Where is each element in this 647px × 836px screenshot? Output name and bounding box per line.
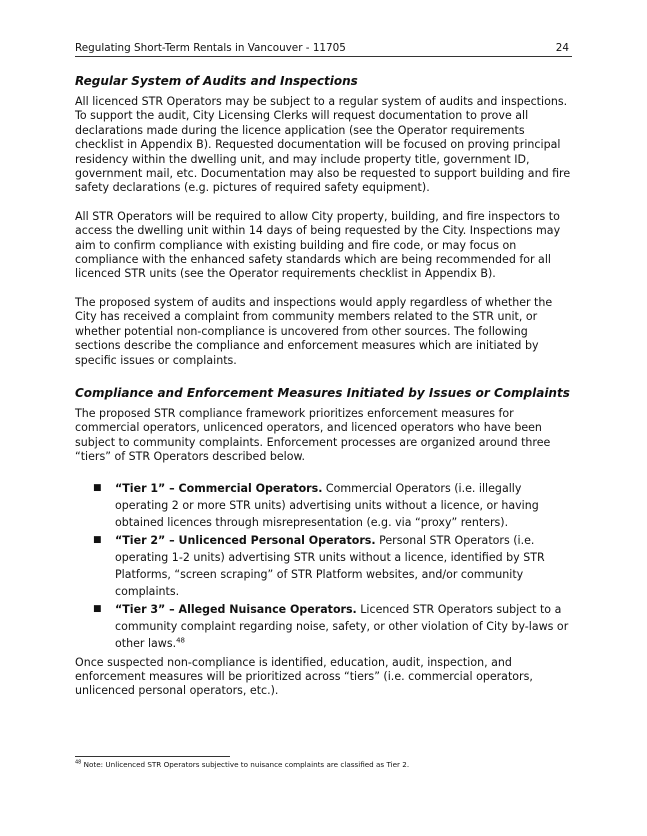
footnote-divider bbox=[75, 756, 230, 757]
paragraph-framework: The proposed STR compliance framework prioritizes enforcement measures for commercial operators, unlicenced operators, and licenced operators who have been subject to community complaints. Enforcement processes are organized around three “tiers” of STR Operators described below. bbox=[75, 406, 551, 464]
page-number: 24 bbox=[555, 42, 569, 54]
section-heading-audits: Regular System of Audits and Inspections bbox=[75, 74, 358, 88]
page-content bbox=[75, 72, 575, 699]
footnote-number: 48 bbox=[75, 759, 82, 766]
list-item-tier-3 bbox=[93, 601, 575, 652]
section-heading-compliance: Compliance and Enforcement Measures Initiated by Issues or Complaints bbox=[75, 385, 570, 400]
tier-3-text: Licenced STR Operators subject to a community complaint regarding noise, safety, or other violation of City by-laws or other laws. bbox=[115, 602, 569, 650]
list-item-tier-1 bbox=[93, 480, 575, 531]
tier-2-text: Personal STR Operators (i.e. operating 1-2 units) advertising STR units without a licence, identified by STR Platforms, “screen scraping” of STR Platform websites, and/or community complaints. bbox=[115, 533, 545, 598]
tier-1-label: “Tier 1” – Commercial Operators. bbox=[115, 481, 323, 495]
paragraph-prioritization: Once suspected non-compliance is identified, education, audit, inspection, and enforcement measures will be prioritized across “tiers” (i.e. commercial operators, unlicenced personal operators, etc.). bbox=[75, 655, 533, 698]
paragraph-applicability: The proposed system of audits and inspections would apply regardless of whether the City has received a complaint from community members related to the STR unit, or whether potential non-compliance is uncovered from other sources. The following sections describe the compliance and enforcement measures which are initiated by specific issues or complaints. bbox=[75, 295, 553, 367]
tier-3-label: “Tier 3” – Alleged Nuisance Operators. bbox=[115, 602, 357, 616]
tier-1-text: Commercial Operators (i.e. illegally operating 2 or more STR units) advertising units without a licence, or having obtained licences through misrepresentation (e.g. via “proxy” renters). bbox=[115, 481, 539, 529]
bullet-icon: ■ bbox=[93, 482, 102, 493]
list-item-tier-2 bbox=[93, 532, 575, 600]
header-title: Regulating Short-Term Rentals in Vancouver - 11705 bbox=[75, 42, 346, 54]
paragraph-inspections: All STR Operators will be required to allow City property, building, and fire inspectors to access the dwelling unit within 14 days of being requested by the City. Inspections may aim to confirm compliance with existing building and fire code, or may focus on compliance with the enhanced safety standards which are being recommended for all licenced STR units (see the Operator requirements checklist in Appendix B). bbox=[75, 209, 561, 281]
footnote-ref-48[interactable]: 48 bbox=[176, 635, 186, 644]
tier-2-label: “Tier 2” – Unlicenced Personal Operators. bbox=[115, 533, 376, 547]
page-header bbox=[75, 40, 572, 57]
bullet-icon: ■ bbox=[93, 603, 102, 614]
bullet-icon: ■ bbox=[93, 534, 102, 545]
footnote-text: Note: Unlicenced STR Operators subjective to nuisance complaints are classified as Tier 2. bbox=[81, 760, 410, 769]
tier-list bbox=[75, 480, 575, 652]
paragraph-audits: All licenced STR Operators may be subject to a regular system of audits and inspections. To support the audit, City Licensing Clerks will request documentation to prove all declarations made during the licence application (see the Operator requirements checklist in Appendix B). Requested documentation will be focused on proving principal residency within the dwelling unit, and may include property title, government ID, government mail, etc. Documentation may also be requested to support building and fire safety declarations (e.g. pictures of required safety equipment). bbox=[75, 95, 571, 195]
footnote bbox=[75, 760, 409, 769]
